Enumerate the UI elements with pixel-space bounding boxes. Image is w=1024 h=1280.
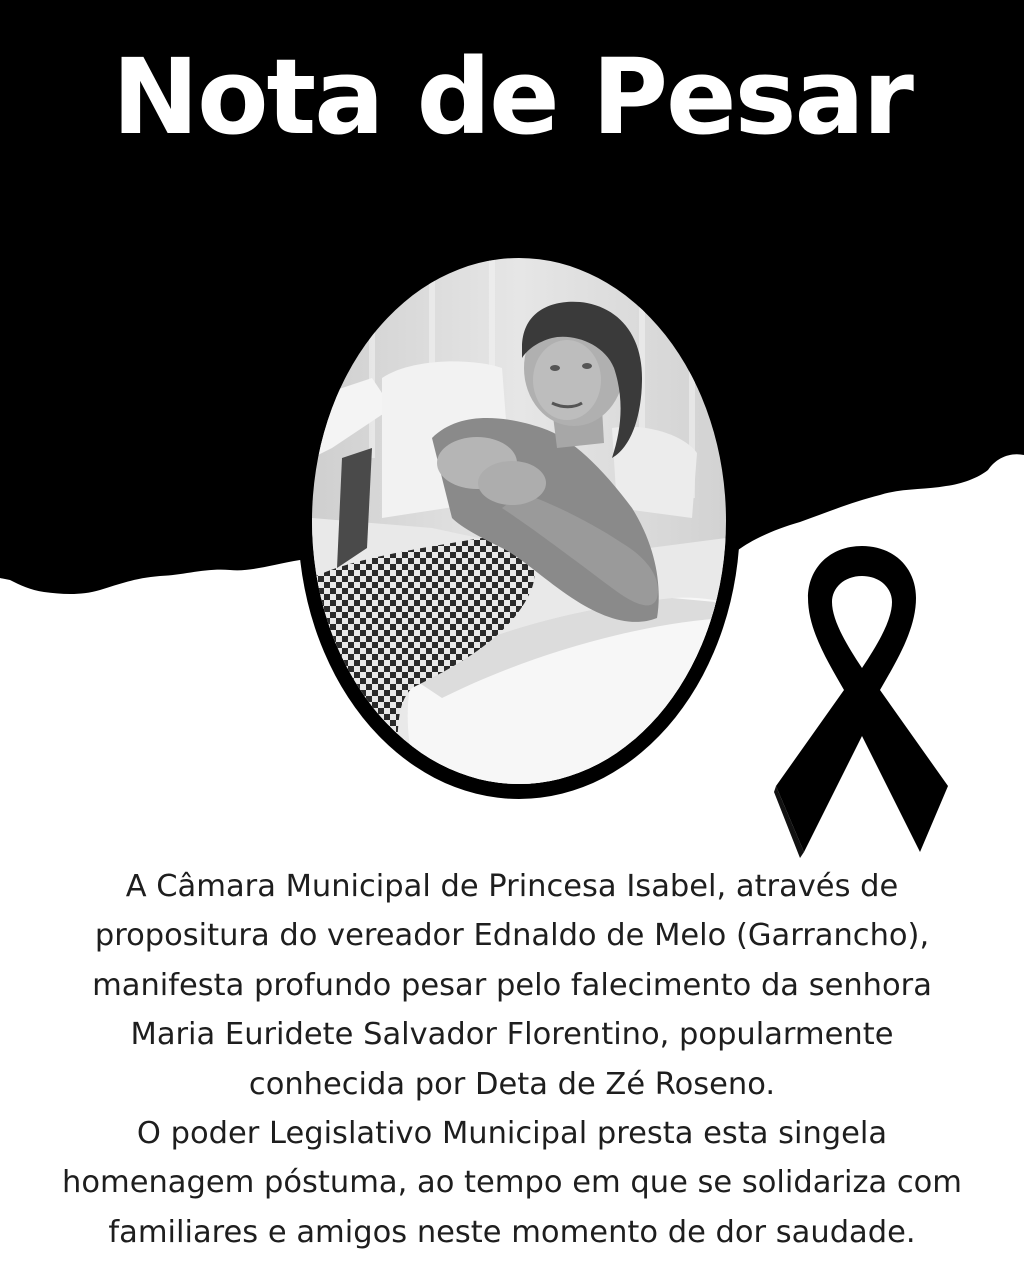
portrait-photo — [312, 258, 726, 784]
message-line: manifesta profundo pesar pelo falecimento da senhora — [92, 967, 932, 1003]
message-line: homenagem póstuma, ao tempo em que se solidariza com — [62, 1165, 962, 1201]
mourning-ribbon-icon — [770, 540, 954, 858]
message-line: A Câmara Municipal de Princesa Isabel, através de — [125, 869, 899, 904]
message-line: propositura do vereador Ednaldo de Melo (Garrancho), — [94, 918, 930, 954]
condolence-message — [30, 862, 994, 1257]
message-line: Maria Euridete Salvador Florentino, popularmente — [130, 1017, 894, 1053]
message-line: familiares e amigos neste momento de dor saudade. — [108, 1214, 916, 1250]
message-line: O poder Legislativo Municipal presta esta singela — [136, 1116, 888, 1152]
page-title: Nota de Pesar — [112, 36, 912, 158]
message-line: conhecida por Deta de Zé Roseno. — [248, 1066, 776, 1102]
